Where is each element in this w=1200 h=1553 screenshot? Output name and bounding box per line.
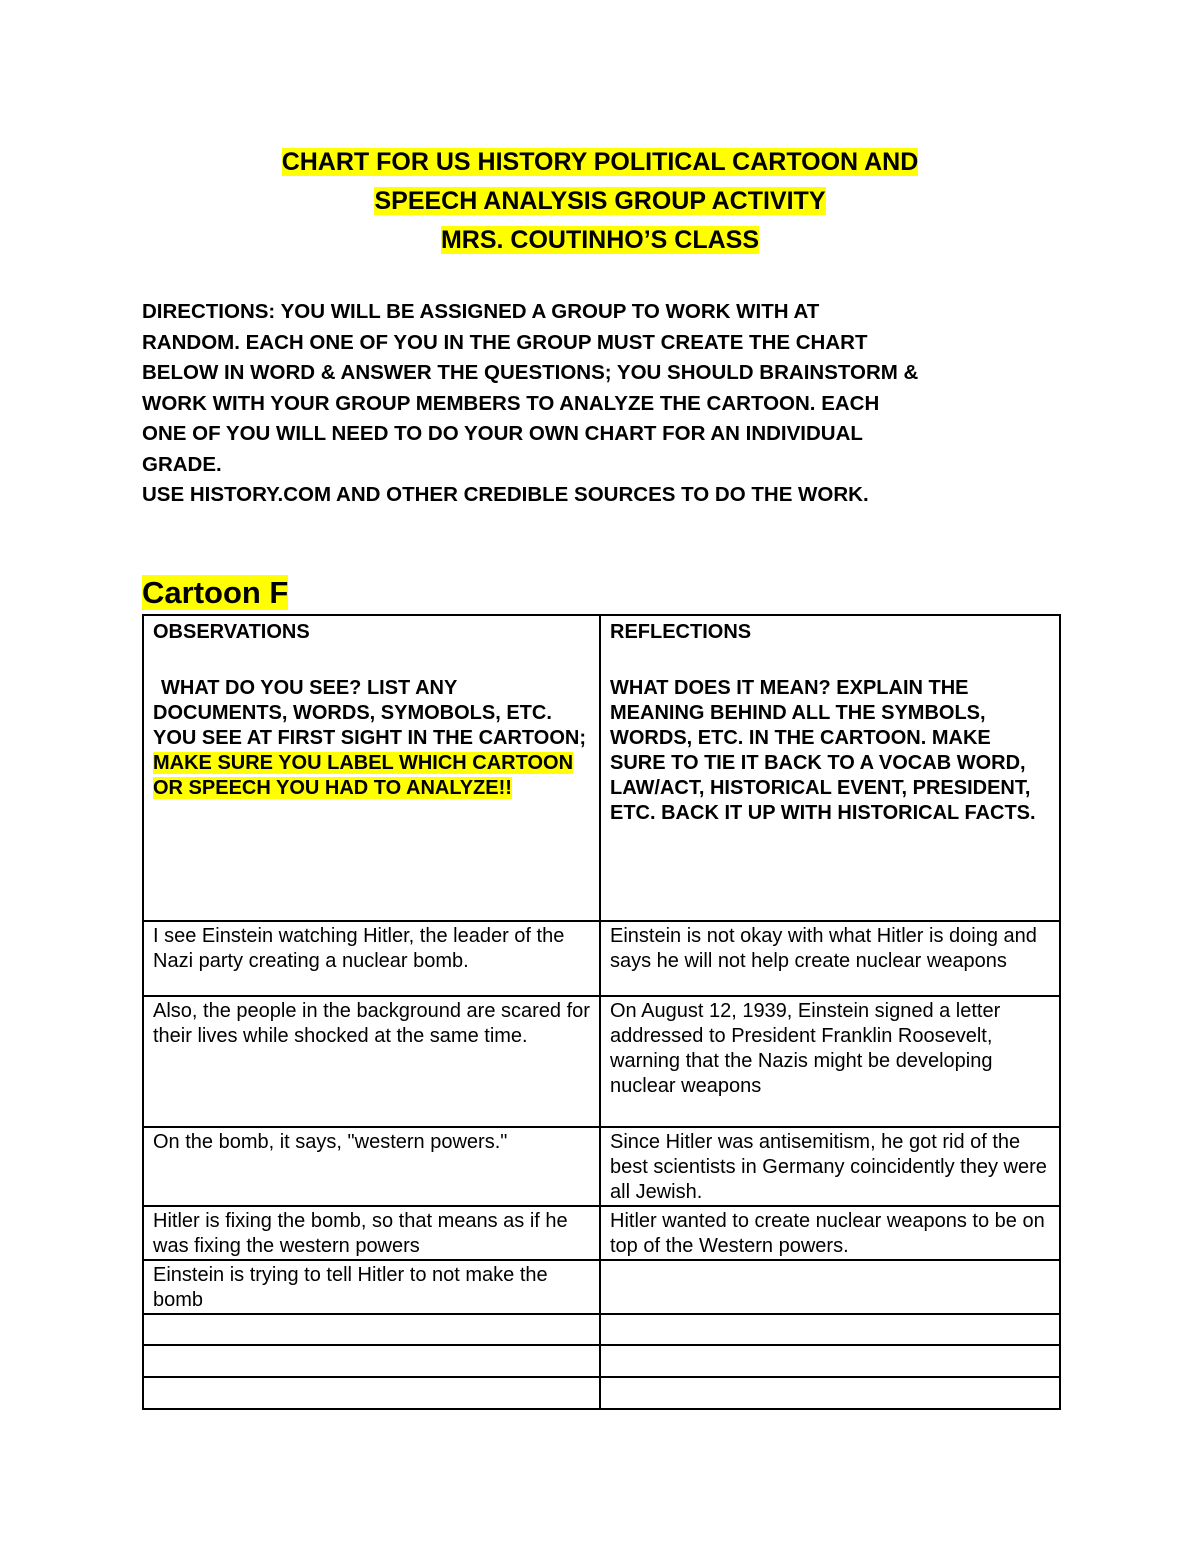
analysis-table [142, 614, 1061, 1410]
observations-label: OBSERVATIONS [153, 621, 310, 643]
reflection-cell [600, 1345, 1060, 1377]
reflection-cell: Einstein is not okay with what Hitler is doing and says he will not help create nuclear weapons [600, 921, 1060, 996]
table-row [143, 996, 1060, 1127]
table-row [143, 1345, 1060, 1377]
reflection-cell [600, 1377, 1060, 1409]
title-line-3: MRS. COUTINHO’S CLASS [440, 226, 760, 254]
title-line-1: CHART FOR US HISTORY POLITICAL CARTOON AND [281, 148, 919, 176]
reflection-cell [600, 1260, 1060, 1314]
directions-line: RANDOM. EACH ONE OF YOU IN THE GROUP MUST CREATE THE CHART [142, 330, 868, 354]
directions-line: ONE OF YOU WILL NEED TO DO YOUR OWN CHART FOR AN INDIVIDUAL [142, 422, 863, 445]
observations-header-cell [143, 615, 600, 921]
reflection-cell: Since Hitler was antisemitism, he got rid of the best scientists in Germany coincidently they were all Jewish. [600, 1127, 1060, 1206]
table-row [143, 921, 1060, 996]
document-title [0, 143, 1200, 260]
reflections-label: REFLECTIONS [610, 621, 752, 643]
table-row [143, 1206, 1060, 1260]
observation-cell: Also, the people in the background are scared for their lives while shocked at the same time. [143, 996, 600, 1127]
directions-line: WORK WITH YOUR GROUP MEMBERS TO ANALYZE THE CARTOON. EACH [142, 391, 880, 415]
observations-highlight: MAKE SURE YOU LABEL WHICH CARTOON OR SPEECH YOU HAD TO ANALYZE!! [153, 752, 574, 799]
directions-sources-line: USE HISTORY.COM AND OTHER CREDIBLE SOURCES TO DO THE WORK. [142, 483, 869, 506]
observations-question: WHAT DO YOU SEE? LIST ANY DOCUMENTS, WORDS, SYMOBOLS, ETC. YOU SEE AT FIRST SIGHT IN THE CARTOON; [153, 677, 586, 749]
table-row [143, 1314, 1060, 1345]
reflection-cell: Hitler wanted to create nuclear weapons to be on top of the Western powers. [600, 1206, 1060, 1260]
table-header-row [143, 615, 1060, 921]
reflections-question: WHAT DOES IT MEAN? EXPLAIN THE MEANING BEHIND ALL THE SYMBOLS, WORDS, ETC. IN THE CARTOON. MAKE SURE TO TIE IT BACK TO A VOCAB WORD, LAW/ACT, HISTORICAL EVENT, PRESIDENT, ETC. BACK IT UP WITH HISTORICAL FACTS. [610, 677, 1036, 824]
directions-line: BELOW IN WORD & ANSWER THE QUESTIONS; YOU SHOULD BRAINSTORM & [142, 361, 919, 384]
table-row [143, 1377, 1060, 1409]
observation-cell [143, 1345, 600, 1377]
directions-line: GRADE. [142, 452, 222, 476]
reflection-cell: On August 12, 1939, Einstein signed a letter addressed to President Franklin Roosevelt, warning that the Nazis might be developing nuclear weapons [600, 996, 1060, 1127]
table-row [143, 1127, 1060, 1206]
observation-cell [143, 1377, 600, 1409]
observation-cell: Einstein is trying to tell Hitler to not make the bomb [143, 1260, 600, 1314]
section-heading: Cartoon F [142, 575, 289, 610]
directions-block [142, 297, 1072, 511]
reflection-cell [600, 1314, 1060, 1345]
observation-cell [143, 1314, 600, 1345]
table-row [143, 1260, 1060, 1314]
observation-cell: I see Einstein watching Hitler, the leader of the Nazi party creating a nuclear bomb. [143, 921, 600, 996]
directions-line: DIRECTIONS: YOU WILL BE ASSIGNED A GROUP TO WORK WITH AT [142, 300, 820, 323]
reflections-header-cell [600, 615, 1060, 921]
observation-cell: On the bomb, it says, "western powers." [143, 1127, 600, 1206]
title-line-2: SPEECH ANALYSIS GROUP ACTIVITY [374, 187, 826, 215]
observation-cell: Hitler is fixing the bomb, so that means as if he was fixing the western powers [143, 1206, 600, 1260]
